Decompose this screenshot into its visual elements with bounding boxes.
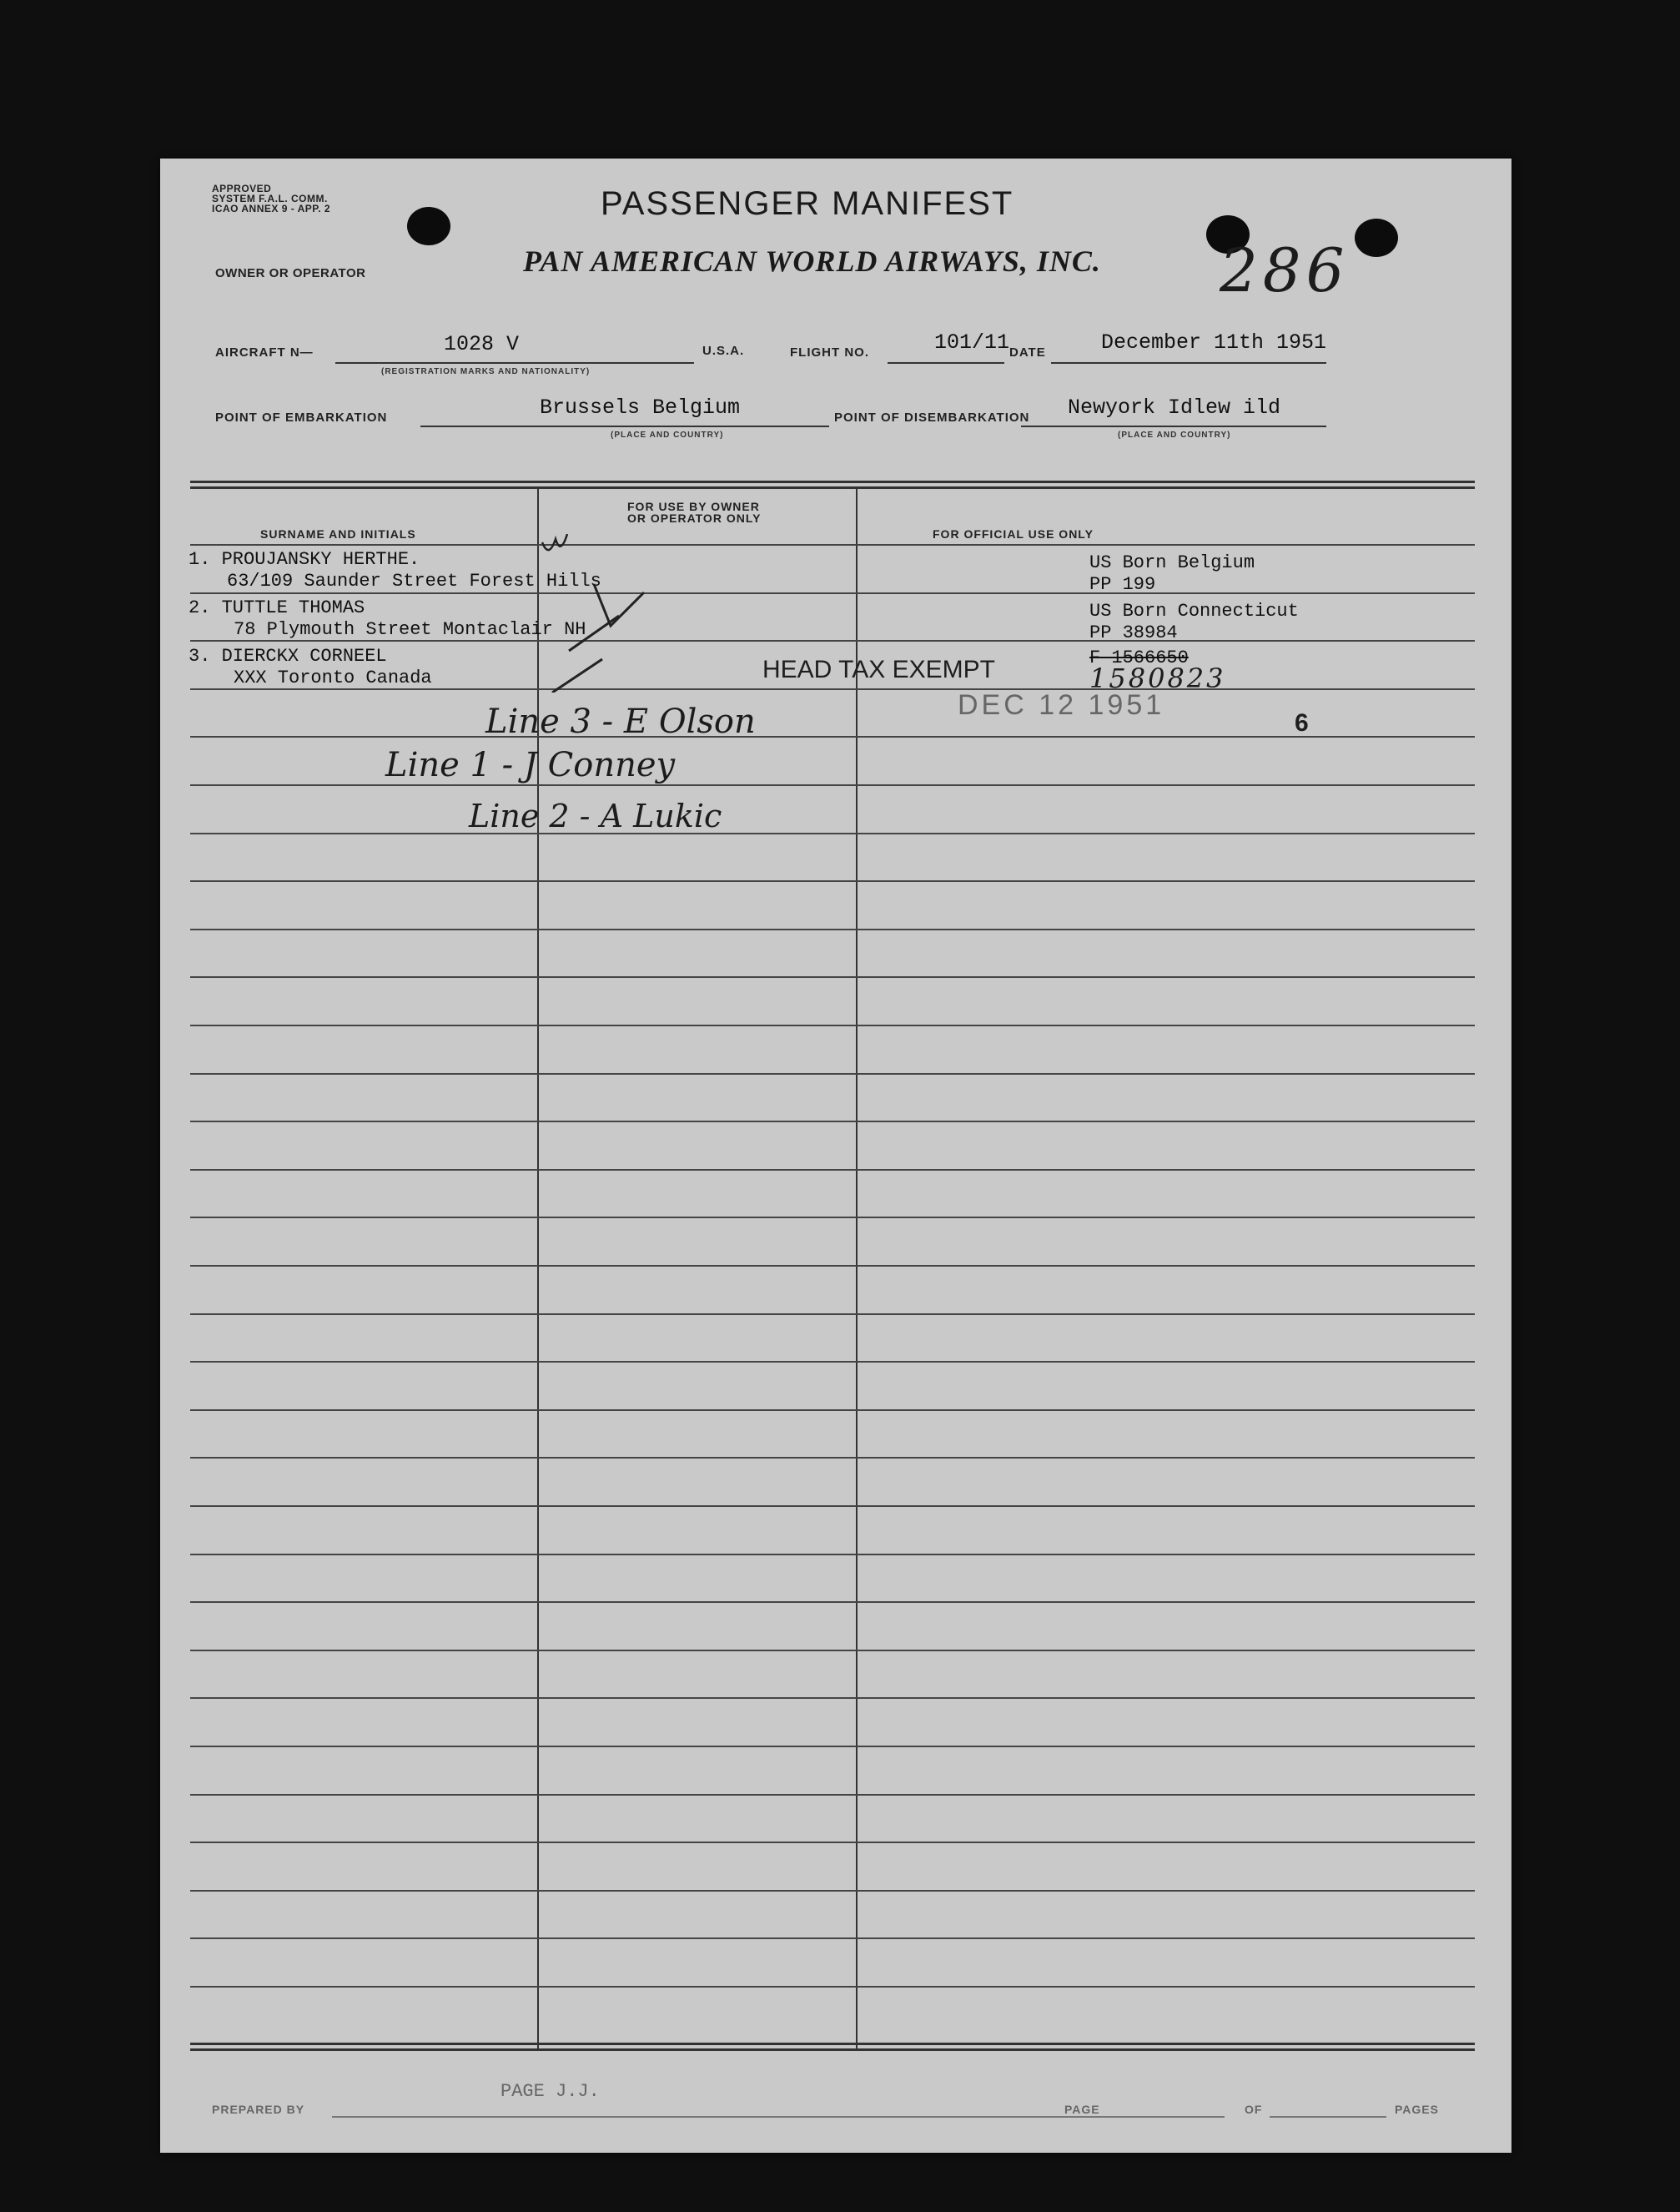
- row-rule: [190, 1169, 1475, 1171]
- handwritten-line3: Line 3 - E Olson: [485, 703, 756, 741]
- embark-value: Brussels Belgium: [540, 396, 741, 420]
- row-rule: [190, 1650, 1475, 1651]
- row-rule: [190, 1073, 1475, 1075]
- official-3-line2: 1580823: [1089, 663, 1226, 694]
- official-1-line1: US Born Belgium: [1089, 552, 1255, 573]
- row-rule: [190, 1409, 1475, 1411]
- row-rule: [190, 1457, 1475, 1459]
- row-rule: [190, 880, 1475, 882]
- disembark-sub: (PLACE AND COUNTRY): [1118, 431, 1231, 440]
- row-rule: [190, 1937, 1475, 1939]
- row-rule: [190, 1986, 1475, 1988]
- aircraft-value: 1028 V: [444, 332, 520, 356]
- table-bottom-rule: [190, 2043, 1475, 2051]
- embark-underline: [420, 426, 829, 427]
- row-rule: [190, 736, 1475, 738]
- handwritten-line2: Line 2 - A Lukic: [469, 798, 722, 834]
- airline-name: PAN AMERICAN WORLD AIRWAYS, INC.: [523, 244, 1101, 278]
- prepared-label: PREPARED BY: [212, 2103, 305, 2116]
- page-title: PASSENGER MANIFEST: [601, 185, 1014, 222]
- row-rule: [190, 1794, 1475, 1796]
- owner-label: OWNER OR OPERATOR: [215, 266, 366, 280]
- row-rule: [190, 1505, 1475, 1507]
- aircraft-label: AIRCRAFT N—: [215, 345, 314, 360]
- pages-label: PAGES: [1395, 2103, 1439, 2116]
- prepared-value: PAGE J.J.: [500, 2081, 600, 2102]
- usa-label: U.S.A.: [702, 344, 745, 358]
- row-rule: [190, 1025, 1475, 1026]
- row-rule: [190, 544, 1475, 546]
- row-rule: [190, 1554, 1475, 1555]
- passenger-1-address: 63/109 Saunder Street Forest Hills: [227, 571, 601, 592]
- punch-hole-left: [407, 207, 450, 245]
- aircraft-underline: [335, 362, 694, 364]
- col-header-surname: SURNAME AND INITIALS: [260, 527, 416, 541]
- date-underline: [1051, 362, 1326, 364]
- row-rule: [190, 592, 1475, 594]
- passenger-1-name: 1. PROUJANSKY HERTHE.: [189, 549, 420, 570]
- col-header-operator: FOR USE BY OWNER OR OPERATOR ONLY: [627, 500, 762, 525]
- row-rule: [190, 833, 1475, 834]
- flight-value: 101/11: [934, 330, 1010, 355]
- row-rule: [190, 1121, 1475, 1122]
- aircraft-sub: (REGISTRATION MARKS AND NATIONALITY): [381, 367, 591, 376]
- date-label: DATE: [1009, 345, 1046, 360]
- embark-label: POINT OF EMBARKATION: [215, 411, 388, 425]
- row-rule: [190, 1217, 1475, 1218]
- row-rule: [190, 1265, 1475, 1267]
- row-rule: [190, 784, 1475, 786]
- row-rule: [190, 1746, 1475, 1747]
- row-rule: [190, 929, 1475, 930]
- passenger-3-address: XXX Toronto Canada: [234, 668, 432, 688]
- disembark-label: POINT OF DISEMBARKATION: [834, 411, 1030, 425]
- row-rule: [190, 1313, 1475, 1315]
- row-rule: [190, 1842, 1475, 1843]
- checkmark-marks: [494, 534, 711, 693]
- official-3-line1: F 1566650: [1089, 647, 1189, 668]
- head-tax-stamp: HEAD TAX EXEMPT: [762, 656, 995, 683]
- row-rule: [190, 1890, 1475, 1892]
- handwritten-page-number: 286: [1220, 235, 1350, 305]
- passenger-2-name: 2. TUTTLE THOMAS: [189, 597, 365, 618]
- disembark-underline: [1021, 426, 1326, 427]
- official-2-line2: PP 38984: [1089, 622, 1178, 643]
- official-1-line2: PP 199: [1089, 574, 1156, 595]
- passenger-3-name: 3. DIERCKX CORNEEL: [189, 646, 387, 667]
- passenger-2-address: 78 Plymouth Street Montaclair NH: [234, 619, 586, 640]
- row-rule: [190, 688, 1475, 690]
- flight-underline: [888, 362, 1004, 364]
- of-underline: [1270, 2116, 1386, 2118]
- row-rule: [190, 976, 1475, 978]
- flight-label: FLIGHT NO.: [790, 345, 869, 360]
- official-2-line1: US Born Connecticut: [1089, 601, 1299, 622]
- table-top-rule: [190, 481, 1475, 489]
- row-rule: [190, 1697, 1475, 1699]
- row-rule: [190, 640, 1475, 642]
- of-label: OF: [1245, 2103, 1263, 2116]
- row-rule: [190, 1361, 1475, 1363]
- prepared-underline: [332, 2116, 1225, 2118]
- stamp-number: 6: [1295, 709, 1309, 737]
- approval-text: APPROVED SYSTEM F.A.L. COMM. ICAO ANNEX 9 - APP. 2: [212, 183, 331, 214]
- col-header-official: FOR OFFICIAL USE ONLY: [933, 527, 1094, 541]
- date-value: December 11th 1951: [1101, 330, 1327, 355]
- date-stamp: DEC 12 1951: [958, 689, 1165, 721]
- punch-hole-right-2: [1355, 219, 1398, 257]
- disembark-value: Newyork Idlew ild: [1068, 396, 1281, 420]
- column-divider-2: [856, 489, 858, 2051]
- manifest-sheet: [160, 159, 1511, 2153]
- handwritten-line1: Line 1 - J Conney: [385, 746, 676, 784]
- embark-sub: (PLACE AND COUNTRY): [611, 431, 724, 440]
- row-rule: [190, 1601, 1475, 1603]
- page-label: PAGE: [1064, 2103, 1100, 2116]
